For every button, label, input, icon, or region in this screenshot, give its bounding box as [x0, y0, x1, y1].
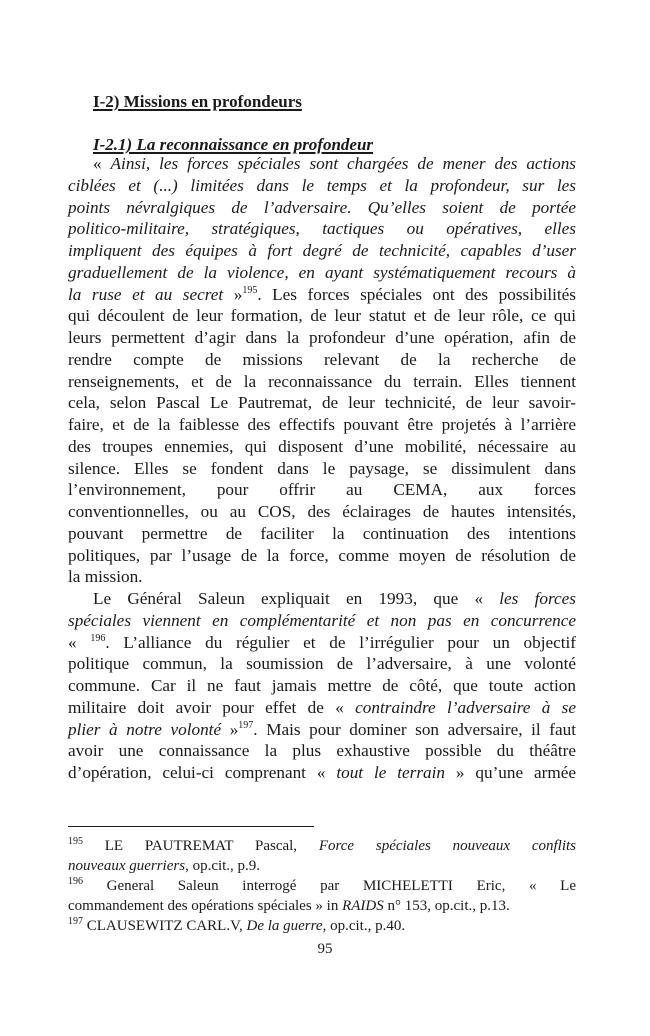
body-line — [68, 566, 576, 588]
text: . Mais pour dominer son adversaire, il faut — [253, 719, 577, 739]
italic-text: nouveaux guerriers — [68, 858, 186, 874]
text: la mission. — [68, 567, 143, 587]
body-line — [68, 392, 576, 414]
body-line — [68, 653, 576, 675]
body-line — [68, 327, 576, 349]
body-line — [68, 153, 576, 175]
body-line — [68, 719, 576, 741]
body-line — [68, 610, 576, 632]
italic-text: les forces — [499, 589, 576, 608]
text: rendre compte de missions relevant de la recherche de — [68, 349, 576, 369]
text: d’opération, celui-ci comprenant « — [68, 763, 337, 782]
text: commune. Car il ne faut jamais mettre de côté, que toute action — [68, 676, 576, 695]
italic-text: plier à notre volonté — [68, 719, 222, 739]
body-line — [68, 414, 576, 436]
text: politique commun, la soumission de l’adversaire, à une volonté — [68, 654, 576, 674]
footnotes — [68, 836, 576, 936]
text: , op.cit., p.40. — [322, 918, 406, 934]
body-line — [68, 479, 576, 501]
section-heading: I-2) Missions en profondeurs — [93, 92, 302, 111]
body-line — [68, 458, 576, 480]
body-line — [68, 523, 576, 545]
text: . Les forces spéciales ont des possibilités — [257, 284, 576, 304]
italic-text: Ainsi, les forces spéciales sont chargées de mener des actions — [110, 154, 576, 173]
subsection-heading: I-2.1) La reconnaissance en profondeur — [93, 135, 374, 154]
text: des troupes ennemies, qui disposent d’une mobilité, nécessaire au — [68, 436, 576, 456]
footnote-line — [68, 916, 576, 936]
text: silence. Elles se fondent dans le paysage, se dissimulent dans — [68, 458, 576, 478]
body-line — [68, 175, 576, 197]
text: CLAUSEWITZ CARL.V, — [83, 918, 247, 934]
text: commandement des opérations spéciales » in — [68, 898, 343, 914]
body-line — [68, 349, 576, 371]
text: pouvant permettre de faciliter la continuation des intentions — [68, 523, 576, 543]
text: avoir une connaissance la plus exhaustive possible du théâtre — [68, 741, 576, 761]
italic-text: politico-militaire, stratégiques, tactiques ou opératives, elles — [68, 219, 576, 239]
body-line — [68, 197, 576, 219]
italic-text: graduellement de la violence, en ayant systématiquement recours à — [68, 262, 576, 282]
page-number: 95 — [317, 941, 333, 957]
text: . L’alliance du régulier et de l’irrégulier pour un objectif — [105, 632, 576, 652]
footnote-reference: 197 — [238, 719, 254, 731]
text: « — [93, 154, 111, 173]
body-line — [68, 675, 576, 697]
text: qui découlent de leur formation, de leur statut et de leur rôle, ce qui — [68, 306, 576, 326]
text: » — [223, 284, 243, 304]
body-line — [68, 371, 576, 393]
body-line — [68, 632, 576, 654]
footnote-reference: 195 — [68, 836, 83, 847]
body-line — [68, 262, 576, 284]
text: politiques, par l’usage de la force, comme moyen de résolution de — [68, 545, 576, 565]
text: militaire doit avoir pour effet de « — [68, 697, 356, 717]
italic-text: la ruse et au secret — [68, 284, 224, 304]
text: « — [68, 632, 91, 652]
text: n° 153, op.cit., p.13. — [383, 898, 510, 914]
italic-text: contraindre l’adversaire à se — [355, 697, 576, 717]
text: Le Général Saleun expliquait en 1993, que « — [93, 589, 500, 608]
footnote-line — [68, 836, 576, 856]
body-line — [68, 218, 576, 240]
footnote-separator — [68, 826, 314, 827]
body-line — [68, 762, 576, 784]
italic-text: Force spéciales nouveaux conflits — [318, 838, 577, 854]
text: l’environnement, pour offrir au CEMA, aux forces — [68, 480, 576, 500]
body-line — [68, 545, 576, 567]
body-line — [68, 240, 576, 262]
body-line — [68, 305, 576, 327]
italic-text: points névralgiques de l’adversaire. Qu’elles soient de portée — [68, 197, 576, 217]
italic-text: RAIDS — [342, 898, 384, 914]
footnote-reference: 195 — [242, 284, 258, 296]
italic-text: spéciales viennent en complémentarité et non pas en concurrence — [68, 610, 576, 630]
text: renseignements, et de la reconnaissance du terrain. Elles tiennent — [68, 371, 576, 391]
footnote-reference: 197 — [68, 916, 83, 927]
body-line — [68, 501, 576, 523]
text: LE PAUTREMAT Pascal, — [83, 838, 319, 854]
footnote-reference: 196 — [68, 876, 83, 887]
body-line — [68, 588, 576, 610]
text: General Saleun interrogé par MICHELETTI Eric, « Le — [83, 878, 576, 894]
body-line — [68, 697, 576, 719]
footnote-line — [68, 896, 576, 916]
italic-text: ciblées et (...) limitées dans le temps et la profondeur, sur les — [68, 175, 576, 195]
text: conventionnelles, ou au COS, des éclairages de hautes intensités, — [68, 502, 576, 521]
text: leurs permettent d’agir dans la profondeur d’une opération, afin de — [68, 328, 576, 347]
body-line — [68, 284, 576, 306]
body-text — [68, 153, 576, 784]
text: » qu’une armée — [445, 763, 576, 782]
italic-text: De la guerre — [246, 918, 323, 934]
footnote-reference: 196 — [90, 632, 106, 644]
text: cela, selon Pascal Le Pautremat, de leur technicité, de leur savoir- — [68, 393, 576, 413]
body-line — [68, 740, 576, 762]
italic-text: tout le terrain — [336, 763, 446, 782]
footnote-line — [68, 856, 576, 876]
text: , op.cit., p.9. — [185, 858, 261, 874]
text: » — [221, 719, 239, 739]
text: faire, et de la faiblesse des effectifs pouvant être projetés à l’arrière — [68, 415, 576, 434]
italic-text: impliquent des équipes à fort degré de technicité, capables d’user — [68, 241, 576, 260]
footnote-line — [68, 876, 576, 896]
body-line — [68, 436, 576, 458]
